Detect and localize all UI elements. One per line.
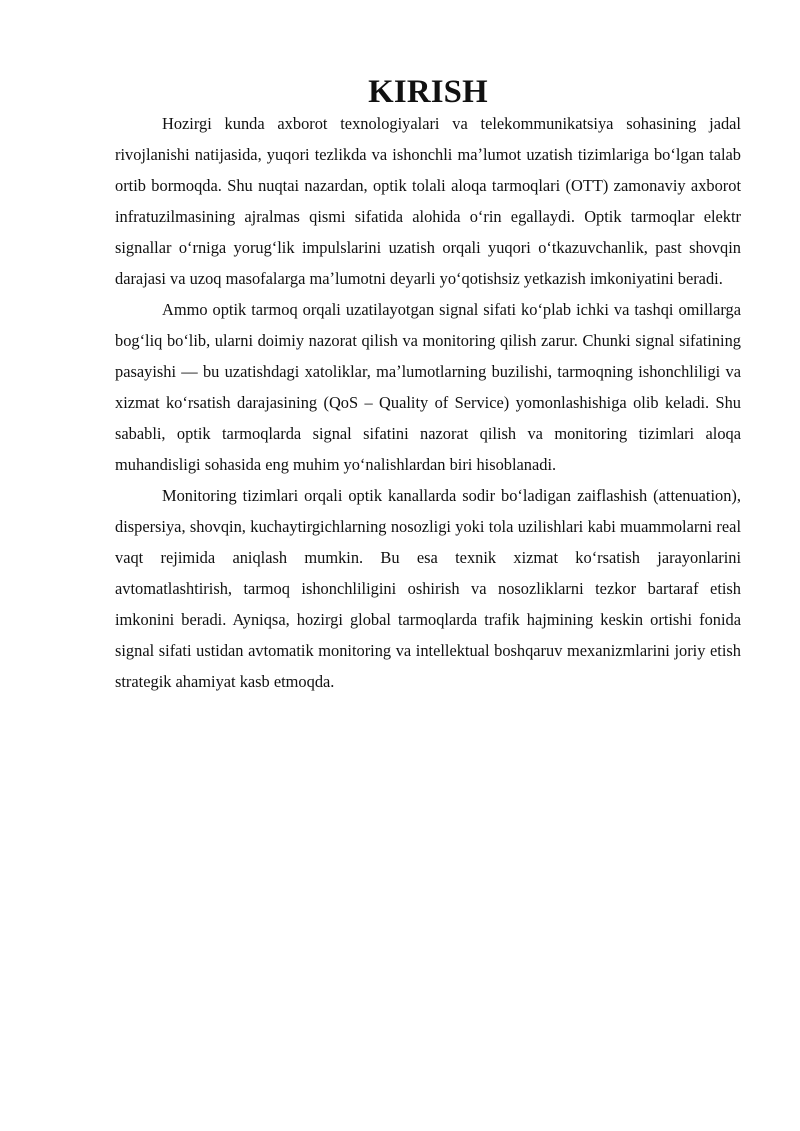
paragraph-1: Hozirgi kunda axborot texnologiyalari va telekommunikatsiya sohasining jadal rivojlanishi natijasida, yuqori tezlikda va ishonchli maʼlumot uzatish tizimlariga boʻlgan talab ortib bormoqda. Shu nuqtai nazardan, optik tolali aloqa tarmoqlari (OTT) zamonaviy axborot infratuzilmasining ajralmas qismi sifatida alohida oʻrin egallaydi. Optik tarmoqlar elektr signallar oʻrniga yorugʻlik impulslarini uzatish orqali yuqori oʻtkazuvchanlik, past shovqin darajasi va uzoq masofalarga maʼlumotni deyarli yoʻqotishsiz yetkazish imkoniyatini beradi. [115,114,741,288]
paragraph-3: Monitoring tizimlari orqali optik kanallarda sodir boʻladigan zaiflashish (attenuation), dispersiya, shovqin, kuchaytirgichlarning nosozligi yoki tola uzilishlari kabi muammolarni real vaqt rejimida aniqlash mumkin. Bu esa texnik xizmat koʻrsatish jarayonlarini avtomatlashtirish, tarmoq ishonchliligini oshirish va nosozliklarni tezkor bartaraf etish imkonini beradi. Ayniqsa, hozirgi global tarmoqlarda trafik hajmining keskin ortishi fonida signal sifati ustidan avtomatik monitoring va intellektual boshqaruv mexanizmlarini joriy etish strategik ahamiyat kasb etmoqda. [115,486,741,691]
paragraph-2: Ammo optik tarmoq orqali uzatilayotgan signal sifati koʻplab ichki va tashqi omillarga bogʻliq boʻlib, ularni doimiy nazorat qilish va monitoring qilish zarur. Chunki signal sifatining pasayishi — bu uzatishdagi xatoliklar, maʼlumotlarning buzilishi, tarmoqning ishonchliligi va xizmat koʻrsatish darajasining (QoS – Quality of Service) yomonlashishiga olib keladi. Shu sababli, optik tarmoqlarda signal sifatini nazorat qilish va monitoring tizimlari aloqa muhandisligi sohasida eng muhim yoʻnalishlardan biri hisoblanadi. [115,300,741,474]
document-body [115,74,741,697]
section-heading: KIRISH [368,74,488,110]
